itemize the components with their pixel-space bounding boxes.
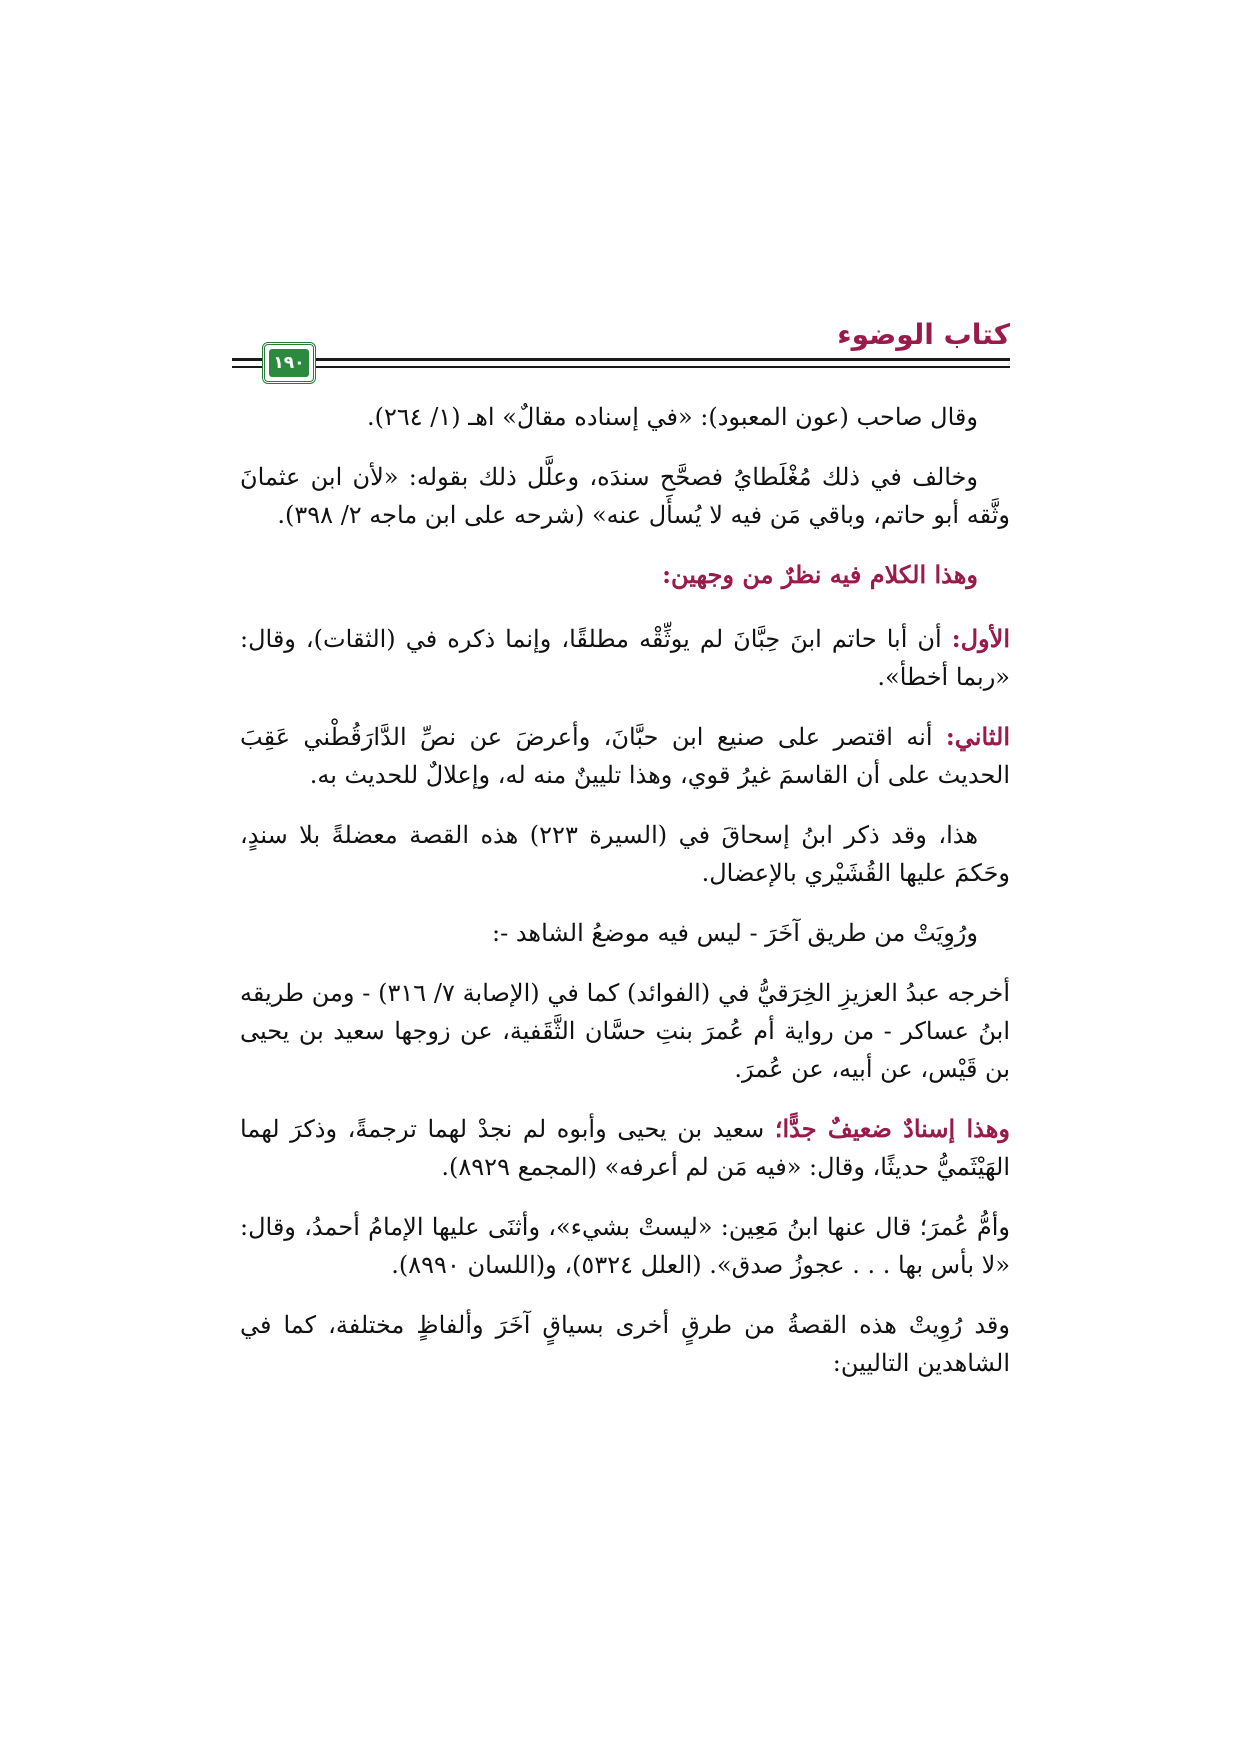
paragraph-2 [240,458,1010,534]
paragraph-6 [240,816,1010,892]
section-heading [240,556,1010,594]
paragraph-text: هذا، وقد ذكر ابنُ إسحاقَ في (السيرة ٢٢٣) هذه القصة معضلةً بلا سندٍ، وحَكمَ عليها القُشَيْري بالإعضال. [240,821,1010,887]
point-label: الثاني: [945,722,1010,751]
paragraph-text: وأمُّ عُمرَ؛ قال عنها ابنُ مَعِين: «ليستْ بشيء»، وأثنَى عليها الإمامُ أحمدُ، وقال: «لا بأس بها . . . عجوزُ صدق». (العلل ٥٣٢٤)، و(اللسان ٨٩٩٠). [240,1213,1010,1279]
paragraph-text: وقال صاحب (عون المعبود): «في إسناده مقالٌ» اهـ (١/ ٢٦٤). [366,403,978,431]
paragraph-text: وقد رُوِيتْ هذه القصةُ من طرقٍ أخرى بسياقٍ آخَرَ وألفاظٍ مختلفة، كما في الشاهدين التاليين: [240,1311,1010,1377]
paragraph-text: أن أبا حاتم ابنَ حِبَّانَ لم يوثِّقْه مطلقًا، وإنما ذكره في (الثقات)، وقال: «ربما أخطأ». [240,625,1010,691]
header-rule-top [232,358,1010,361]
paragraph-7 [240,914,1010,952]
paragraph-11 [240,1306,1010,1382]
paragraph-text: سعيد بن يحيى وأبوه لم نجدْ لهما ترجمةً، وذكرَ لهما الهَيْثَميُّ حديثًا، وقال: «فيه مَن لم أعرفه» (المجمع ٨٩٢٩). [240,1115,1010,1181]
main-text [240,398,1010,1404]
paragraph-text: أنه اقتصر على صنيع ابن حبَّانَ، وأعرضَ عن نصِّ الدَّارَقُطْني عَقِبَ الحديث على أن القاسمَ غيرُ قوي، وهذا تليينٌ منه له، وإعلالٌ للحديث به. [240,723,1010,789]
chapter-title: كتاب الوضوء [837,318,1010,351]
heading-text: وهذا الكلام فيه نظرٌ من وجهين: [662,560,978,589]
point-label: الأول: [951,624,1010,653]
paragraph-1 [240,398,1010,436]
paragraph-10 [240,1208,1010,1284]
paragraph-first-point [240,620,1010,696]
paragraph-text: ورُوِيَتْ من طريق آخَرَ - ليس فيه موضعُ الشاهد -: [492,919,978,947]
paragraph-second-point [240,718,1010,794]
paragraph-text: أخرجه عبدُ العزيزِ الخِرَقيُّ في (الفوائد) كما في (الإصابة ٧/ ٣١٦) - ومن طريقه ابنُ عساكر - من رواية أم عُمرَ بنتِ حسَّان الثَّقَفية، عن زوجها سعيد بن يحيى بن قَيْس، عن أبيه، عن عُمرَ. [240,979,1010,1083]
grading-label: وهذا إسنادٌ ضعيفٌ جدًّا؛ [774,1114,1011,1143]
page-number: ١٩٠ [269,349,309,377]
page-number-badge [262,342,316,384]
paragraph-text: وخالف في ذلك مُغْلَطايُ فصحَّح سندَه، وعلَّل ذلك بقوله: «لأن ابن عثمانَ وثَّقه أبو حاتم، وباقي مَن فيه لا يُسأَل عنه» (شرحه على ابن ماجه ٢/ ٣٩٨). [240,463,1010,529]
paragraph-9 [240,1110,1010,1186]
page-header [232,318,1010,380]
paragraph-8 [240,974,1010,1088]
header-rule-bottom [232,366,1010,368]
